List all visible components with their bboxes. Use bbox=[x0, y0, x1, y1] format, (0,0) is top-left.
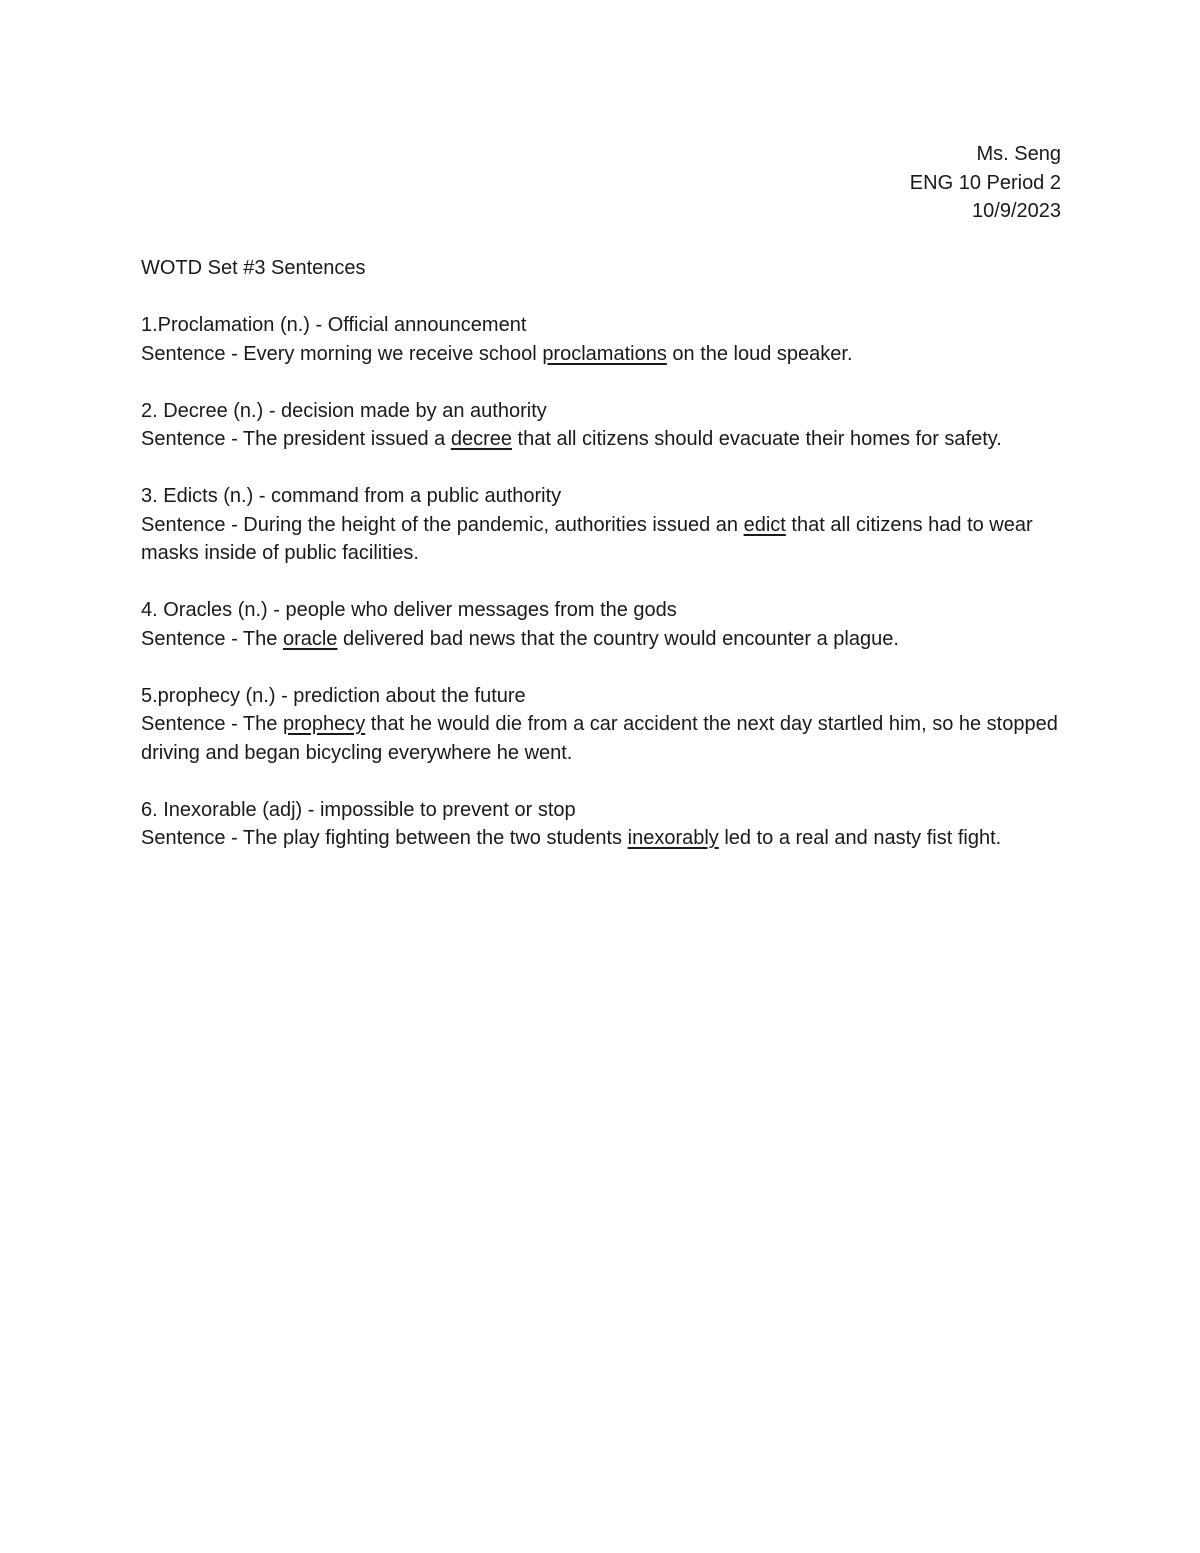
sentence-text: that all citizens had to wear masks inside of public facilities. bbox=[141, 513, 1033, 564]
entry-heading: 6. Inexorable (adj) - impossible to prevent or stop bbox=[141, 798, 576, 821]
document-date: 10/9/2023 bbox=[972, 200, 1061, 222]
word-entry-1 bbox=[141, 311, 1061, 368]
entry-sentence bbox=[141, 340, 1061, 369]
sentence-text: led to a real and nasty fist fight. bbox=[718, 827, 1002, 849]
sentence-text: Sentence - The bbox=[141, 713, 283, 735]
underlined-word: proclamations bbox=[542, 342, 667, 365]
word-entry-5 bbox=[141, 682, 1061, 768]
entry-sentence bbox=[141, 824, 1061, 853]
course-period: ENG 10 Period 2 bbox=[909, 171, 1061, 194]
word-entry-6 bbox=[141, 796, 1061, 853]
sentence-text: Sentence - The play fighting between the two students bbox=[141, 827, 628, 849]
underlined-word: prophecy bbox=[282, 713, 366, 735]
entry-heading: 4. Oracles (n.) - people who deliver messages from the gods bbox=[141, 599, 677, 621]
entry-sentence bbox=[141, 511, 1061, 568]
word-entry-3 bbox=[141, 482, 1061, 568]
header-block bbox=[141, 140, 1061, 226]
entry-heading: 2. Decree (n.) - decision made by an authority bbox=[141, 399, 547, 422]
sentence-text: delivered bad news that the country would encounter a plague. bbox=[337, 627, 899, 650]
sentence-text: that all citizens should evacuate their homes for safety. bbox=[511, 428, 1002, 450]
entry-sentence bbox=[141, 625, 1061, 654]
word-entry-2 bbox=[141, 397, 1061, 454]
underlined-word: decree bbox=[450, 428, 512, 450]
sentence-text: that he would die from a car accident the next day startled him, so he stopped driving and began bicycling everywhere he went. bbox=[141, 713, 1058, 764]
sentence-text: on the loud speaker. bbox=[666, 342, 853, 365]
entry-heading: 5.prophecy (n.) - prediction about the future bbox=[141, 684, 526, 707]
word-entry-4 bbox=[141, 596, 1061, 653]
sentence-text: Sentence - The president issued a bbox=[141, 428, 451, 450]
sentence-text: Sentence - The bbox=[141, 627, 283, 650]
document-body bbox=[141, 140, 1061, 881]
sentence-text: Sentence - Every morning we receive school bbox=[141, 342, 543, 365]
underlined-word: oracle bbox=[282, 627, 338, 650]
teacher-name: Ms. Seng bbox=[976, 143, 1061, 165]
entry-heading: 3. Edicts (n.) - command from a public authority bbox=[141, 485, 562, 507]
entry-heading: 1.Proclamation (n.) - Official announcement bbox=[141, 314, 527, 336]
entry-sentence bbox=[141, 710, 1061, 767]
underlined-word: edict bbox=[743, 513, 786, 536]
entry-sentence bbox=[141, 425, 1061, 454]
sentence-text: Sentence - During the height of the pandemic, authorities issued an bbox=[141, 513, 744, 536]
page-title: WOTD Set #3 Sentences bbox=[141, 257, 366, 279]
underlined-word: inexorably bbox=[627, 827, 719, 849]
